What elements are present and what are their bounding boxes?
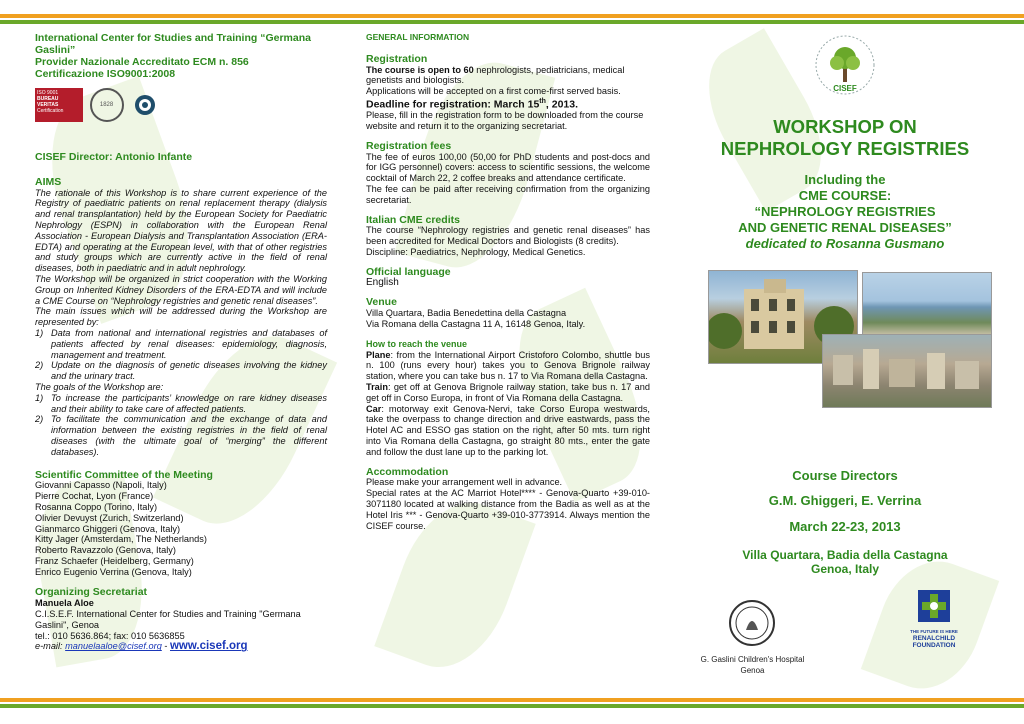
list-item: 1) To increase the participants’ knowledge on rare kidney diseases and their ability to take care of affected patients. [35,392,327,414]
hospital-caption: G. Gaslini Children's Hospital Genoa [700,655,805,675]
cisef-logo [700,32,990,104]
list-item: Gianmarco Ghiggeri (Genova, Italy) [35,523,181,534]
certification-line: Certificazione ISO9001:2008 [35,68,176,80]
org-line: Gaslini” [35,44,76,56]
secretariat-heading: Organizing Secretariat [35,586,148,599]
event-place: Villa Quartara, Badia della Castagna [742,548,948,562]
course-directors: G.M. Ghiggeri, E. Verrina [768,493,922,508]
registration-note: Applications will be accepted on a first come-first served basis. [366,86,621,97]
fees-payment-note: The fee can be paid after receiving confirmation from the organizing secretariat. [366,184,650,205]
secretariat-name: Manuela Aloe [35,598,94,609]
list-item: 1) Data from national and international registries and databases of patients affected by renal diseases: epidemiology, diagnosis, management and treatment. [35,327,327,360]
cme-discipline: Discipline: Paediatrics, Nephrology, Medical Genetics. [366,247,586,258]
general-info-heading: GENERAL INFORMATION [366,32,470,42]
list-item: Giovanni Capasso (Napoli, Italy) [35,480,167,491]
including-text: Including the [804,172,886,187]
coast-photo [862,272,992,336]
aims-text [35,188,327,458]
accommodation-heading: Accommodation [366,465,449,478]
email-line [35,641,327,652]
gaslini-hospital-logo [722,598,782,648]
secretariat-line: Gaslini", Genoa [35,619,100,630]
top-green-stripe [0,20,1024,24]
registration-text: The course is open to 60 nephrologists, pediatricians, medical genetists and biologists. [366,64,625,86]
list-item: Kitty Jager (Amsterdam, The Netherlands) [35,534,207,545]
left-panel [35,32,327,652]
aims-heading: AIMS [35,175,62,188]
middle-panel [366,32,650,531]
list-item: 2) To facilitate the communication and the exchange of data and information between the existing registries in the field of renal diseases (with the ultimate goal of “merging” the different databases). [35,414,327,457]
renalchild-icon [914,588,954,624]
event-details [700,468,990,576]
list-item: Pierre Cochat, Lyon (France) [35,491,154,502]
email-link[interactable]: manuelaaloe@cisef.org [65,641,162,652]
separator: - [161,641,170,652]
cme-text: The course “Nephrology registries and genetic renal diseases” has been accredited for Medical Doctors and Biologists (8 credits). [366,225,650,247]
venue-line: Villa Quartara, Badia Benedettina della Castagna [366,308,567,319]
list-item: Roberto Ravazzolo (Genova, Italy) [35,545,176,556]
fees-heading: Registration fees [366,139,452,152]
accreditation-badge [134,88,156,122]
venue-line: Via Romana della Castagna 11 A, 16148 Genoa, Italy. [366,319,586,330]
website-link[interactable]: www.cisef.org [169,640,248,653]
list-item: Rosanna Coppo (Torino, Italy) [35,501,158,512]
city-photo [822,334,992,408]
top-orange-stripe [0,14,1024,18]
dedication: dedicated to Rosanna Gusmano [745,236,945,251]
list-item: Franz Schaefer (Heidelberg, Germany) [35,555,194,566]
accommodation-text: Please make your arrangement well in advance. [366,477,563,488]
committee-list [35,480,327,577]
cisef-director: CISEF Director: Antonio Infante [35,151,193,163]
list-item: 2) Update on the diagnosis of genetic diseases involving the kidney and the urinary tract. [35,360,327,382]
aims-paragraph: The main issues which will be addressed during the Workshop are represented by: [35,306,327,328]
directions-car: Car: motorway exit Genova-Nervi, take Corso Europa westwards, take the overpass to change direction and drive eastwards, pass the Hotel AC and ESSO gas station on the right, after 50 mts. turn right into Via Romana della Castagna, go straight 80 mts., enter the gate and follow the dust lane up to the parking lot. [366,403,650,457]
language-value: English [366,276,399,288]
certification-logos [35,88,327,124]
language-heading: Official language [366,265,451,278]
directions-heading: How to reach the venue [366,338,468,349]
directions-plane: Plane: from the International Airport Cristoforo Colombo, shuttle bus n. 100 (runs every hour) takes you to Genova Brignole railway station, where you can take bus n. 17 to Via Romana della Castagna. [366,349,650,382]
cme-heading: Italian CME credits [366,213,460,226]
org-line: International Center for Studies and Training “Germana [35,32,311,44]
venue-heading: Venue [366,296,397,309]
fees-text: The fee of euros 100,00 (50,00 for PhD students and post-docs and for IGG personnel) covers: access to scientific sessions, the welcome cocktail of March 22, 2 coffee breaks and attendance certificate. [366,151,650,184]
course-directors-heading: Course Directors [792,468,898,483]
bureau-veritas-logo: ISO 9001 BUREAU VERITAS Certification [35,88,83,122]
goals-intro: The goals of the Workshop are: [35,381,164,392]
renalchild-foundation-logo: THE FUTURE IS HERE RENALCHILD FOUNDATION [906,588,962,648]
committee-heading: Scientific Committee of the Meeting [35,468,213,481]
secretariat-line: C.I.S.E.F. International Center for Studies and Training "Germana [35,609,301,620]
bottom-orange-stripe [0,698,1024,702]
aims-paragraph: The rationale of this Workshop is to share current experience of the Registry of paediatric patients on renal replacement therapy (dialysis and renal transplantation) held by the European Society for Paediatric Nephrology (ESPN) in collaboration with the European Renal Association - European Dialysis and Transplantation Association (ERA-EDTA) and operating at the European level, with that of other registries and study groups which are currently active in the field of renal diseases, both in paediatric and in adult nephrology. [35,187,327,274]
accommodation-rates: Special rates at the AC Marriot Hotel**** - Genova-Quarto +39-010-3071180 located at walking distance from the Badia as well as at the Hotel Iris *** - Genova-Quarto +39-010-3773914. Always mention the CISEF course. [366,488,650,531]
event-dates: March 22-23, 2013 [789,519,901,534]
workshop-title: WORKSHOP ON NEPHROLOGY REGISTRIES [720,116,970,159]
secretariat-contact: tel.: 010 5636.864; fax: 010 5636855 [35,630,185,641]
email-label: e-mail: [35,641,63,652]
provider-line: Provider Nazionale Accreditato ECM n. 856 [35,56,249,68]
registration-form-note: Please, fill in the registration form to be downloaded from the course website and return it to the organizing secretariat. [366,110,644,132]
registration-heading: Registration [366,52,428,65]
right-panel [700,32,990,252]
event-city: Genoa, Italy [810,562,880,576]
registration-deadline: Deadline for registration: March 15th, 2013. [366,97,579,111]
cisef-logo-text: CISEF [833,84,857,93]
list-item: Enrico Eugenio Verrina (Genova, Italy) [35,566,192,577]
course-title: CME COURSE: “NEPHROLOGY REGISTRIES AND GENETIC RENAL DISEASES” [738,188,952,235]
bureau-veritas-seal: 1828 [90,88,124,122]
org-name [35,32,327,80]
bottom-green-stripe [0,704,1024,708]
aims-paragraph: The Workshop will be organized in strict cooperation with the Working Group on Inherited Kidney Disorders of the ERA-EDTA and will include a CME Course on “Nephrology registries and genetic renal diseases”. [35,273,327,306]
directions-train: Train: get off at Genova Brignole railway station, take bus n. 17 and get off in Corso Europa, in front of Via Romana della Castagna. [366,382,650,403]
list-item: Olivier Devuyst (Zurich, Switzerland) [35,512,184,523]
